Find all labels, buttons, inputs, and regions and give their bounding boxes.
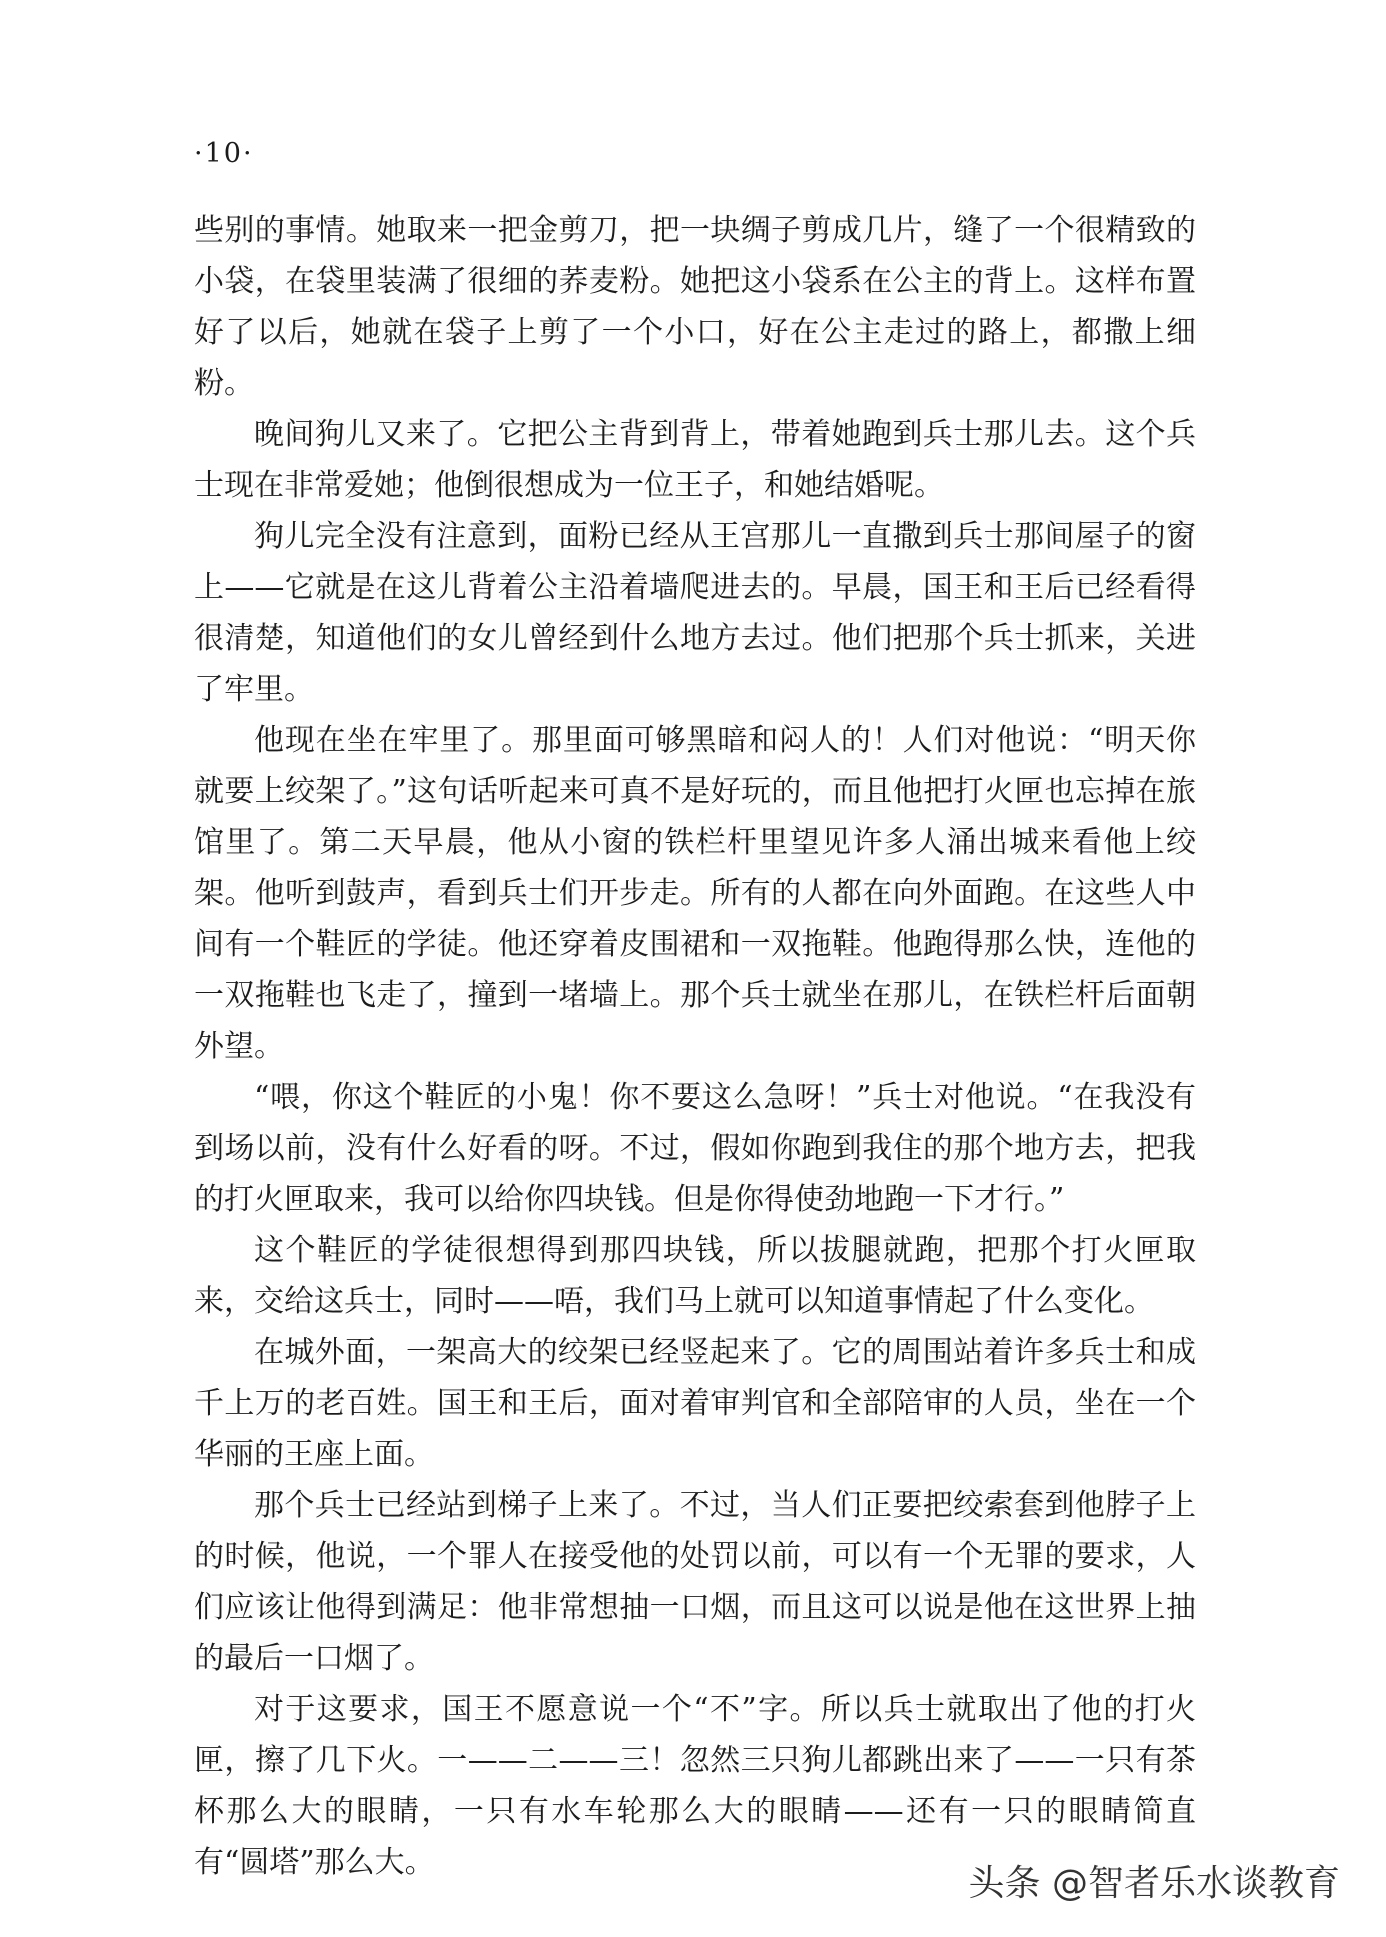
paragraph: 这个鞋匠的学徒很想得到那四块钱，所以拔腿就跑，把那个打火匣取来，交给这兵士，同时——唔，我们马上就可以知道事情起了什么变化。: [194, 1233, 1196, 1319]
page-number: ·10·: [194, 138, 254, 169]
watermark: 头条 @智者乐水谈教育: [968, 1863, 1340, 1904]
paragraph: 在城外面，一架高大的绞架已经竖起来了。它的周围站着许多兵士和成千上万的老百姓。国王和王后，面对着审判官和全部陪审的人员，坐在一个华丽的王座上面。: [194, 1335, 1196, 1472]
paragraph: “喂，你这个鞋匠的小鬼！你不要这么急呀！”兵士对他说。“在我没有到场以前，没有什么好看的呀。不过，假如你跑到我住的那个地方去，把我的打火匣取来，我可以给你四块钱。但是你得使劲地跑一下才行。”: [194, 1080, 1196, 1217]
paragraph: 狗儿完全没有注意到，面粉已经从王宫那儿一直撒到兵士那间屋子的窗上——它就是在这儿背着公主沿着墙爬进去的。早晨，国王和王后已经看得很清楚，知道他们的女儿曾经到什么地方去过。他们把那个兵士抓来，关进了牢里。: [194, 519, 1196, 707]
paragraph: 他现在坐在牢里了。那里面可够黑暗和闷人的！人们对他说：“明天你就要上绞架了。”这句话听起来可真不是好玩的，而且他把打火匣也忘掉在旅馆里了。第二天早晨，他从小窗的铁栏杆里望见许多人涌出城来看他上绞架。他听到鼓声，看到兵士们开步走。所有的人都在向外面跑。在这些人中间有一个鞋匠的学徒。他还穿着皮围裙和一双拖鞋。他跑得那么快，连他的一双拖鞋也飞走了，撞到一堵墙上。那个兵士就坐在那儿，在铁栏杆后面朝外望。: [194, 723, 1196, 1064]
paragraph: 些别的事情。她取来一把金剪刀，把一块绸子剪成几片，缝了一个很精致的小袋，在袋里装满了很细的荞麦粉。她把这小袋系在公主的背上。这样布置好了以后，她就在袋子上剪了一个小口，好在公主走过的路上，都撒上细粉。: [194, 213, 1196, 401]
paragraph: 那个兵士已经站到梯子上来了。不过，当人们正要把绞索套到他脖子上的时候，他说，一个罪人在接受他的处罚以前，可以有一个无罪的要求，人们应该让他得到满足：他非常想抽一口烟，而且这可以说是他在这世界上抽的最后一口烟了。: [194, 1488, 1196, 1676]
paragraph: 对于这要求，国王不愿意说一个“不”字。所以兵士就取出了他的打火匣，擦了几下火。一——二——三！忽然三只狗儿都跳出来了——一只有茶杯那么大的眼睛，一只有水车轮那么大的眼睛——还有一只的眼睛简直有“圆塔”那么大。: [194, 1692, 1196, 1880]
paragraph: 晚间狗儿又来了。它把公主背到背上，带着她跑到兵士那儿去。这个兵士现在非常爱她；他倒很想成为一位王子，和她结婚呢。: [194, 417, 1196, 503]
body-text: [194, 205, 1196, 1888]
